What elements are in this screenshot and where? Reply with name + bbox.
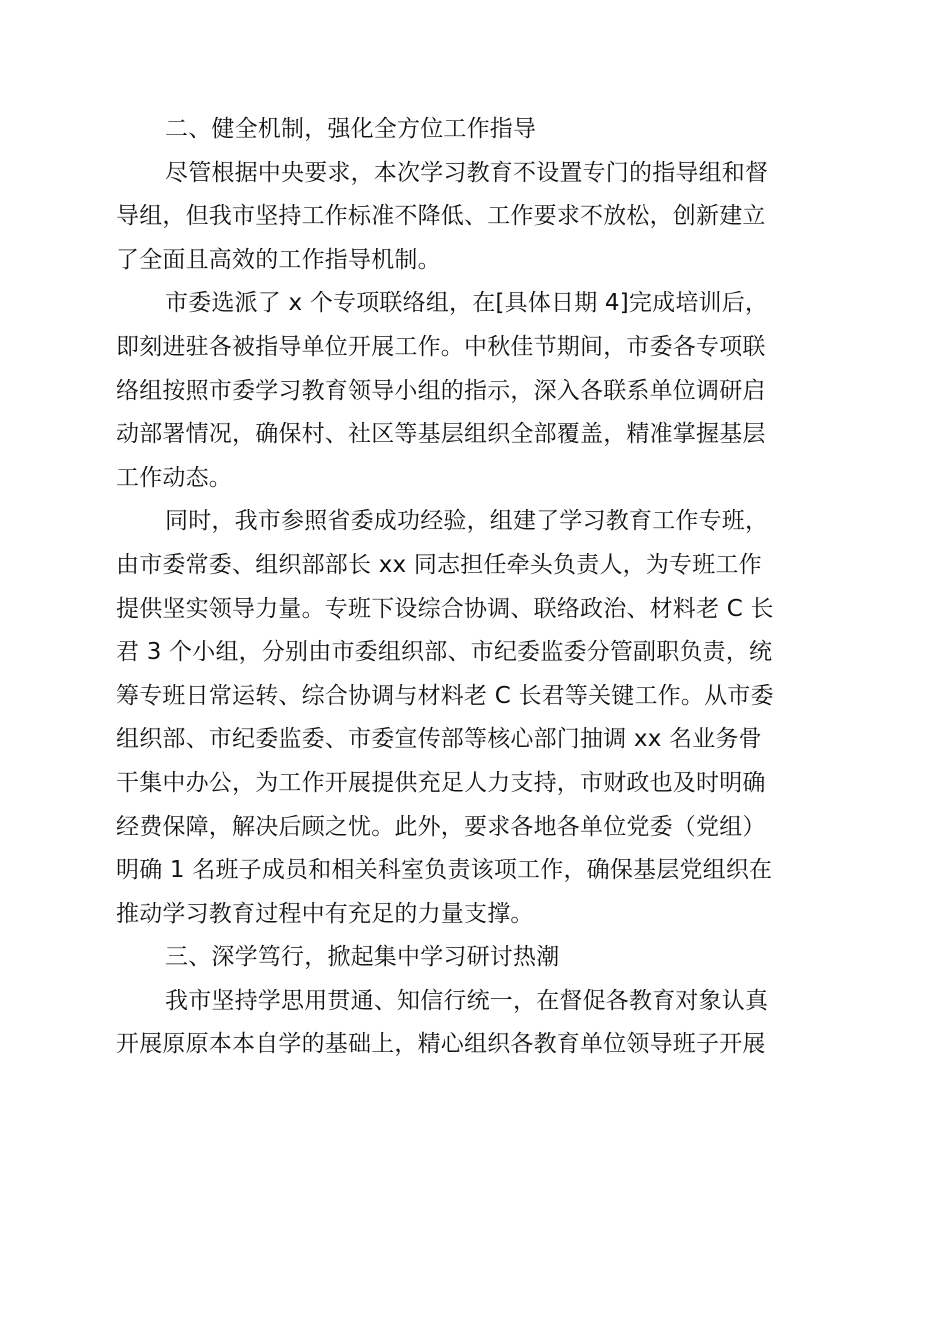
paragraph-line: 了全面且高效的工作指导机制。 (116, 246, 441, 273)
paragraph-line: 动部署情况，确保村、社区等基层组织全部覆盖，精准掌握基层 (116, 421, 766, 448)
paragraph-line: 即刻进驻各被指导单位开展工作。中秋佳节期间，市委各专项联 (116, 333, 766, 360)
paragraph-line: 提供坚实领导力量。专班下设综合协调、联络政治、材料老 C 长 (116, 595, 774, 622)
paragraph-line: 推动学习教育过程中有充足的力量支撑。 (116, 900, 534, 927)
paragraph-line: 筹专班日常运转、综合协调与材料老 C 长君等关键工作。从市委 (116, 682, 774, 709)
paragraph-line: 络组按照市委学习教育领导小组的指示，深入各联系单位调研启 (116, 377, 766, 404)
paragraph-line: 导组，但我市坚持工作标准不降低、工作要求不放松，创新建立 (116, 203, 766, 230)
paragraph-line: 开展原原本本自学的基础上，精心组织各教育单位领导班子开展 (116, 1031, 766, 1058)
paragraph-line: 组织部、市纪委监委、市委宣传部等核心部门抽调 xx 名业务骨 (116, 726, 762, 753)
paragraph-line: 同时，我市参照省委成功经验，组建了学习教育工作专班， (165, 508, 769, 535)
paragraph-line: 尽管根据中央要求，本次学习教育不设置专门的指导组和督 (165, 159, 769, 186)
paragraph-line: 经费保障，解决后顾之忧。此外，要求各地各单位党委（党组） (116, 813, 766, 840)
paragraph-line: 君 3 个小组，分别由市委组织部、市纪委监委分管副职负责，统 (116, 639, 773, 666)
paragraph-line: 市委选派了 x 个专项联络组，在[具体日期 4]完成培训后， (165, 290, 769, 317)
paragraph-line: 干集中办公，为工作开展提供充足人力支持，市财政也及时明确 (116, 769, 766, 796)
section-heading-3: 三、深学笃行，掀起集中学习研讨热潮 (165, 944, 560, 971)
section-heading-2: 二、健全机制，强化全方位工作指导 (165, 116, 537, 142)
paragraph-line: 工作动态。 (116, 464, 232, 491)
paragraph-line: 我市坚持学思用贯通、知信行统一，在督促各教育对象认真 (165, 987, 769, 1014)
paragraph-line: 由市委常委、组织部部长 xx 同志担任牵头负责人，为专班工作 (116, 551, 762, 578)
paragraph-line: 明确 1 名班子成员和相关科室负责该项工作，确保基层党组织在 (116, 857, 773, 884)
document-page (116, 108, 836, 1067)
